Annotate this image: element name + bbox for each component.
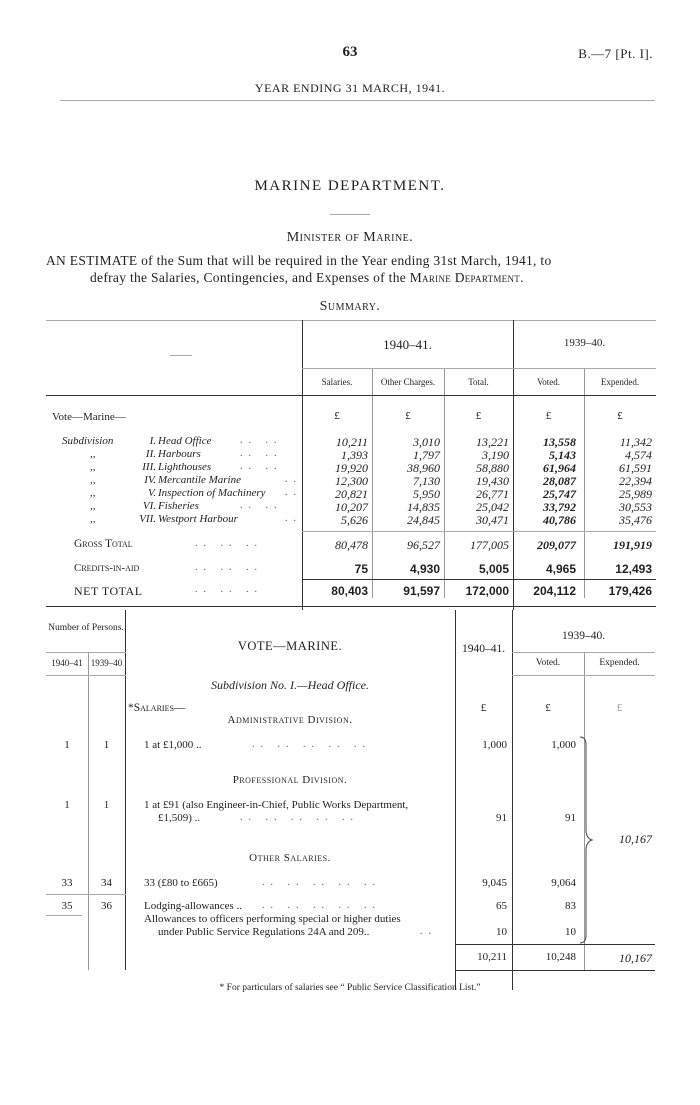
- row-voted: 40,786: [543, 513, 576, 527]
- table-row: 35 36 Lodging-allowances .. .. .. .. .. .. 65 83: [0, 900, 700, 914]
- vote-label: Vote—Marine—: [52, 411, 126, 423]
- persons-1939: 36: [101, 900, 112, 912]
- row-other: 1,797: [413, 448, 440, 462]
- row-roman: V.: [147, 487, 156, 499]
- persons-1940: 33: [61, 877, 73, 889]
- gross-total: 177,005: [470, 538, 509, 552]
- amount-1940: 9,045: [482, 877, 507, 889]
- row-total: 3,190: [482, 448, 509, 462]
- persons-col-1939: 1939–40: [90, 658, 123, 668]
- currency-salaries: £: [334, 410, 340, 422]
- row-roman: VI.: [142, 500, 156, 512]
- row-expended: 61,591: [619, 461, 652, 475]
- row-name: Mercantile Marine: [158, 474, 241, 486]
- row-prefix: ,,: [90, 461, 96, 473]
- table-row: 33 34 33 (£80 to £665) .. .. .. .. .. 9,045 9,064: [0, 877, 700, 891]
- row-other: 14,835: [407, 500, 440, 514]
- row-other: 38,960: [407, 461, 440, 475]
- gross-expended: 191,919: [613, 538, 652, 552]
- gross-other: 96,527: [407, 538, 440, 552]
- row-name: Head Office: [158, 435, 212, 447]
- page-number: 63: [342, 44, 358, 60]
- summary-row: ,, IV. Mercantile Marine .. 12,300 7,130 19,430 28,087 22,394: [90, 474, 652, 488]
- summary-row: ,, VII. Westport Harbour .. 5,626 24,845 30,471 40,786 35,476: [90, 513, 652, 527]
- row-description: 1 at £1,000 ..: [144, 739, 202, 751]
- row-total: 25,042: [476, 500, 509, 514]
- row-roman: II.: [145, 448, 156, 460]
- net-total-row: NET TOTAL .. .. .. 80,403 91,597 172,000 204,112 179,426: [74, 584, 652, 598]
- credits-label: Credits-in-aid: [74, 562, 140, 574]
- row-prefix: ,,: [90, 513, 96, 525]
- vote-head-1939: 1939–40.: [561, 630, 606, 642]
- row-total: 26,771: [476, 487, 509, 501]
- row-total: 58,880: [476, 461, 509, 475]
- amount-1940: 91: [496, 812, 507, 824]
- total-1940: 10,211: [477, 951, 507, 963]
- gross-total-row: Gross Total .. .. .. 80,478 96,527 177,005 209,077 191,919: [74, 538, 652, 552]
- table-row: Allowances to officers performing special or higher duties under Public Service Regulations 24A and 209.. .. 10 10: [144, 913, 576, 938]
- vote-currency-expended: £: [616, 702, 623, 714]
- row-voted: 25,747: [543, 487, 576, 501]
- row-expended: 11,342: [619, 435, 652, 449]
- row-prefix: ,,: [90, 448, 96, 460]
- header-rule: [60, 100, 655, 101]
- amount-voted: 91: [565, 812, 576, 824]
- row-expended: 30,553: [619, 500, 652, 514]
- amount-1940: 1,000: [482, 739, 507, 751]
- document-reference: B.—7 [Pt. I].: [578, 46, 653, 61]
- row-name: Westport Harbour: [158, 513, 238, 525]
- row-other: 7,130: [413, 474, 440, 488]
- row-description-cont: £1,509) ..: [158, 812, 201, 824]
- administrative-division-heading: Administrative Division.: [227, 714, 353, 726]
- row-voted: 13,558: [543, 435, 576, 449]
- row-other: 5,950: [413, 487, 440, 501]
- credits-expended: 12,493: [615, 562, 652, 576]
- row-salaries: 20,821: [335, 487, 368, 501]
- title-rule: [330, 214, 370, 215]
- row-salaries: 19,920: [335, 461, 368, 475]
- estimate-line-2: defray the Salaries, Contingencies, and Expenses of the Marine Department.: [90, 270, 524, 285]
- summary-row: ,, II. Harbours .. .. 1,393 1,797 3,190 5,143 4,574: [90, 448, 652, 462]
- credits-other: 4,930: [409, 562, 440, 576]
- net-voted: 204,112: [533, 584, 576, 598]
- row-other: 3,010: [413, 435, 440, 449]
- marine-department-emphasis: Marine Department: [409, 270, 521, 285]
- other-salaries-heading: Other Salaries.: [249, 852, 331, 864]
- row-name: Harbours: [158, 448, 201, 460]
- subdivision-heading: Subdivision No. I.—Head Office.: [211, 678, 369, 692]
- department-title: MARINE DEPARTMENT.: [254, 178, 446, 194]
- total-voted: 10,248: [545, 951, 576, 963]
- professional-division-heading: Professional Division.: [232, 774, 348, 786]
- persons-1940: 35: [61, 900, 73, 912]
- gross-voted: 209,077: [537, 538, 576, 552]
- summary-row: ,, VI. Fisheries .. .. 10,207 14,835 25,042 33,792 30,553: [90, 500, 652, 514]
- vote-totals-row: [0, 951, 700, 965]
- summary-row: ,, V. Inspection of Machinery .. 20,821 5,950 26,771 25,747 25,989: [90, 487, 652, 501]
- net-other: 91,597: [403, 584, 440, 598]
- amount-1940: 10: [496, 926, 507, 938]
- col-expended: Expended.: [600, 377, 640, 387]
- currency-voted: £: [545, 410, 552, 422]
- persons-col-1940: 1940–41: [51, 658, 83, 668]
- minister-heading: Minister of Marine.: [286, 230, 414, 245]
- row-expended: 25,989: [619, 487, 652, 501]
- row-name: Fisheries: [158, 500, 199, 512]
- amount-voted: 10: [565, 926, 576, 938]
- row-voted: 61,964: [543, 461, 576, 475]
- vote-col-expended: Expended.: [599, 658, 640, 668]
- summary-heading: Summary.: [319, 299, 381, 314]
- row-expended: 22,394: [619, 474, 652, 488]
- row-description: 33 (£80 to £665): [144, 877, 218, 889]
- row-voted: 33,792: [543, 500, 576, 514]
- row-name: Inspection of Machinery: [158, 487, 266, 499]
- col-other-charges: Other Charges.: [380, 377, 436, 387]
- col-total: Total.: [468, 377, 489, 387]
- currency-expended: £: [617, 410, 623, 422]
- vote-title: VOTE—MARINE.: [237, 639, 343, 653]
- net-salaries: 80,403: [331, 584, 368, 598]
- estimate-line-1: AN ESTIMATE of the Sum that will be required in the Year ending 31st March, 1941, to: [46, 253, 552, 268]
- net-total: 172,000: [465, 584, 509, 598]
- persons-1939: 1: [103, 739, 110, 751]
- persons-1940: 1: [64, 799, 70, 811]
- row-total: 13,221: [476, 435, 509, 449]
- bracket-expended-total: 10,167: [619, 832, 652, 846]
- row-total: 30,471: [476, 513, 509, 527]
- summary-head-1940: 1940–41.: [383, 337, 432, 352]
- row-salaries: 1,393: [341, 448, 368, 462]
- row-description: 1 at £91 (also Engineer-in-Chief, Public Works Department,: [144, 799, 409, 811]
- vote-currency-voted: £: [545, 702, 551, 714]
- row-roman: III.: [142, 461, 156, 473]
- row-prefix: Subdivision: [62, 435, 114, 447]
- row-salaries: 5,626: [341, 513, 368, 527]
- credits-row: Credits-in-aid .. .. .. 75 4,930 5,005 4,965 12,493: [74, 562, 652, 576]
- row-description: Lodging-allowances ..: [144, 900, 243, 912]
- table-row: 1 1 1 at £1,000 .. .. .. .. .. .. 1,000 1,000: [0, 739, 700, 753]
- row-expended: 35,476: [619, 513, 652, 527]
- row-other: 24,845: [407, 513, 440, 527]
- credits-total: 5,005: [478, 562, 509, 576]
- row-description: Allowances to officers performing special or higher duties: [144, 913, 401, 925]
- row-name: Lighthouses: [158, 461, 212, 473]
- row-prefix: ,,: [90, 500, 96, 512]
- table-row: 1 1 1 at £91 (also Engineer-in-Chief, Public Works Department, £1,509) .. .. .. .. .. .. 91 91: [0, 799, 700, 829]
- number-of-persons-header: Number of Persons.: [48, 623, 124, 633]
- row-roman: I.: [149, 435, 156, 447]
- row-total: 19,430: [476, 474, 509, 488]
- amount-voted: 1,000: [551, 739, 576, 751]
- currency-other: £: [405, 410, 411, 422]
- persons-1940: 1: [64, 739, 70, 751]
- row-roman: VII.: [139, 513, 156, 525]
- row-expended: 4,574: [625, 448, 652, 462]
- total-expended: 10,167: [619, 951, 652, 965]
- row-voted: 28,087: [543, 474, 576, 488]
- amount-voted: 9,064: [551, 877, 576, 889]
- row-voted: 5,143: [549, 448, 576, 462]
- col-salaries: Salaries.: [321, 377, 353, 387]
- credits-voted: 4,965: [545, 562, 576, 576]
- row-salaries: 12,300: [335, 474, 368, 488]
- col-voted: Voted.: [536, 377, 561, 387]
- currency-total: £: [475, 410, 482, 422]
- vote-col-voted: Voted.: [535, 658, 561, 668]
- persons-1939: 1: [103, 799, 110, 811]
- row-description-cont: under Public Service Regulations 24A and 209..: [158, 926, 370, 938]
- row-prefix: ,,: [90, 474, 96, 486]
- footnote: * For particulars of salaries see “ Public Service Classification List.”: [219, 983, 481, 993]
- year-line: YEAR ENDING 31 MARCH, 1941.: [254, 81, 446, 95]
- amount-1940: 65: [496, 900, 507, 912]
- vote-currency-1940: £: [480, 702, 487, 714]
- salaries-label: *Salaries—: [128, 702, 186, 714]
- row-prefix: ,,: [90, 487, 96, 499]
- gross-salaries: 80,478: [335, 538, 368, 552]
- row-roman: IV.: [144, 474, 156, 486]
- vote-head-1940: 1940–41.: [461, 643, 506, 655]
- net-expended: 179,426: [608, 584, 652, 598]
- persons-1939: 34: [101, 877, 112, 889]
- summary-head-1939: 1939–40.: [563, 337, 606, 349]
- row-salaries: 10,207: [335, 500, 368, 514]
- gross-total-label: Gross Total: [74, 538, 133, 550]
- amount-voted: 83: [565, 900, 576, 912]
- summary-row: Subdivision I. Head Office .. .. 10,211 3,010 13,221 13,558 11,342: [62, 435, 652, 449]
- row-salaries: 10,211: [335, 435, 368, 449]
- summary-row: ,, III. Lighthouses .. .. 19,920 38,960 58,880 61,964 61,591: [90, 461, 652, 475]
- net-total-label: NET TOTAL: [74, 584, 143, 598]
- credits-salaries: 75: [354, 562, 368, 576]
